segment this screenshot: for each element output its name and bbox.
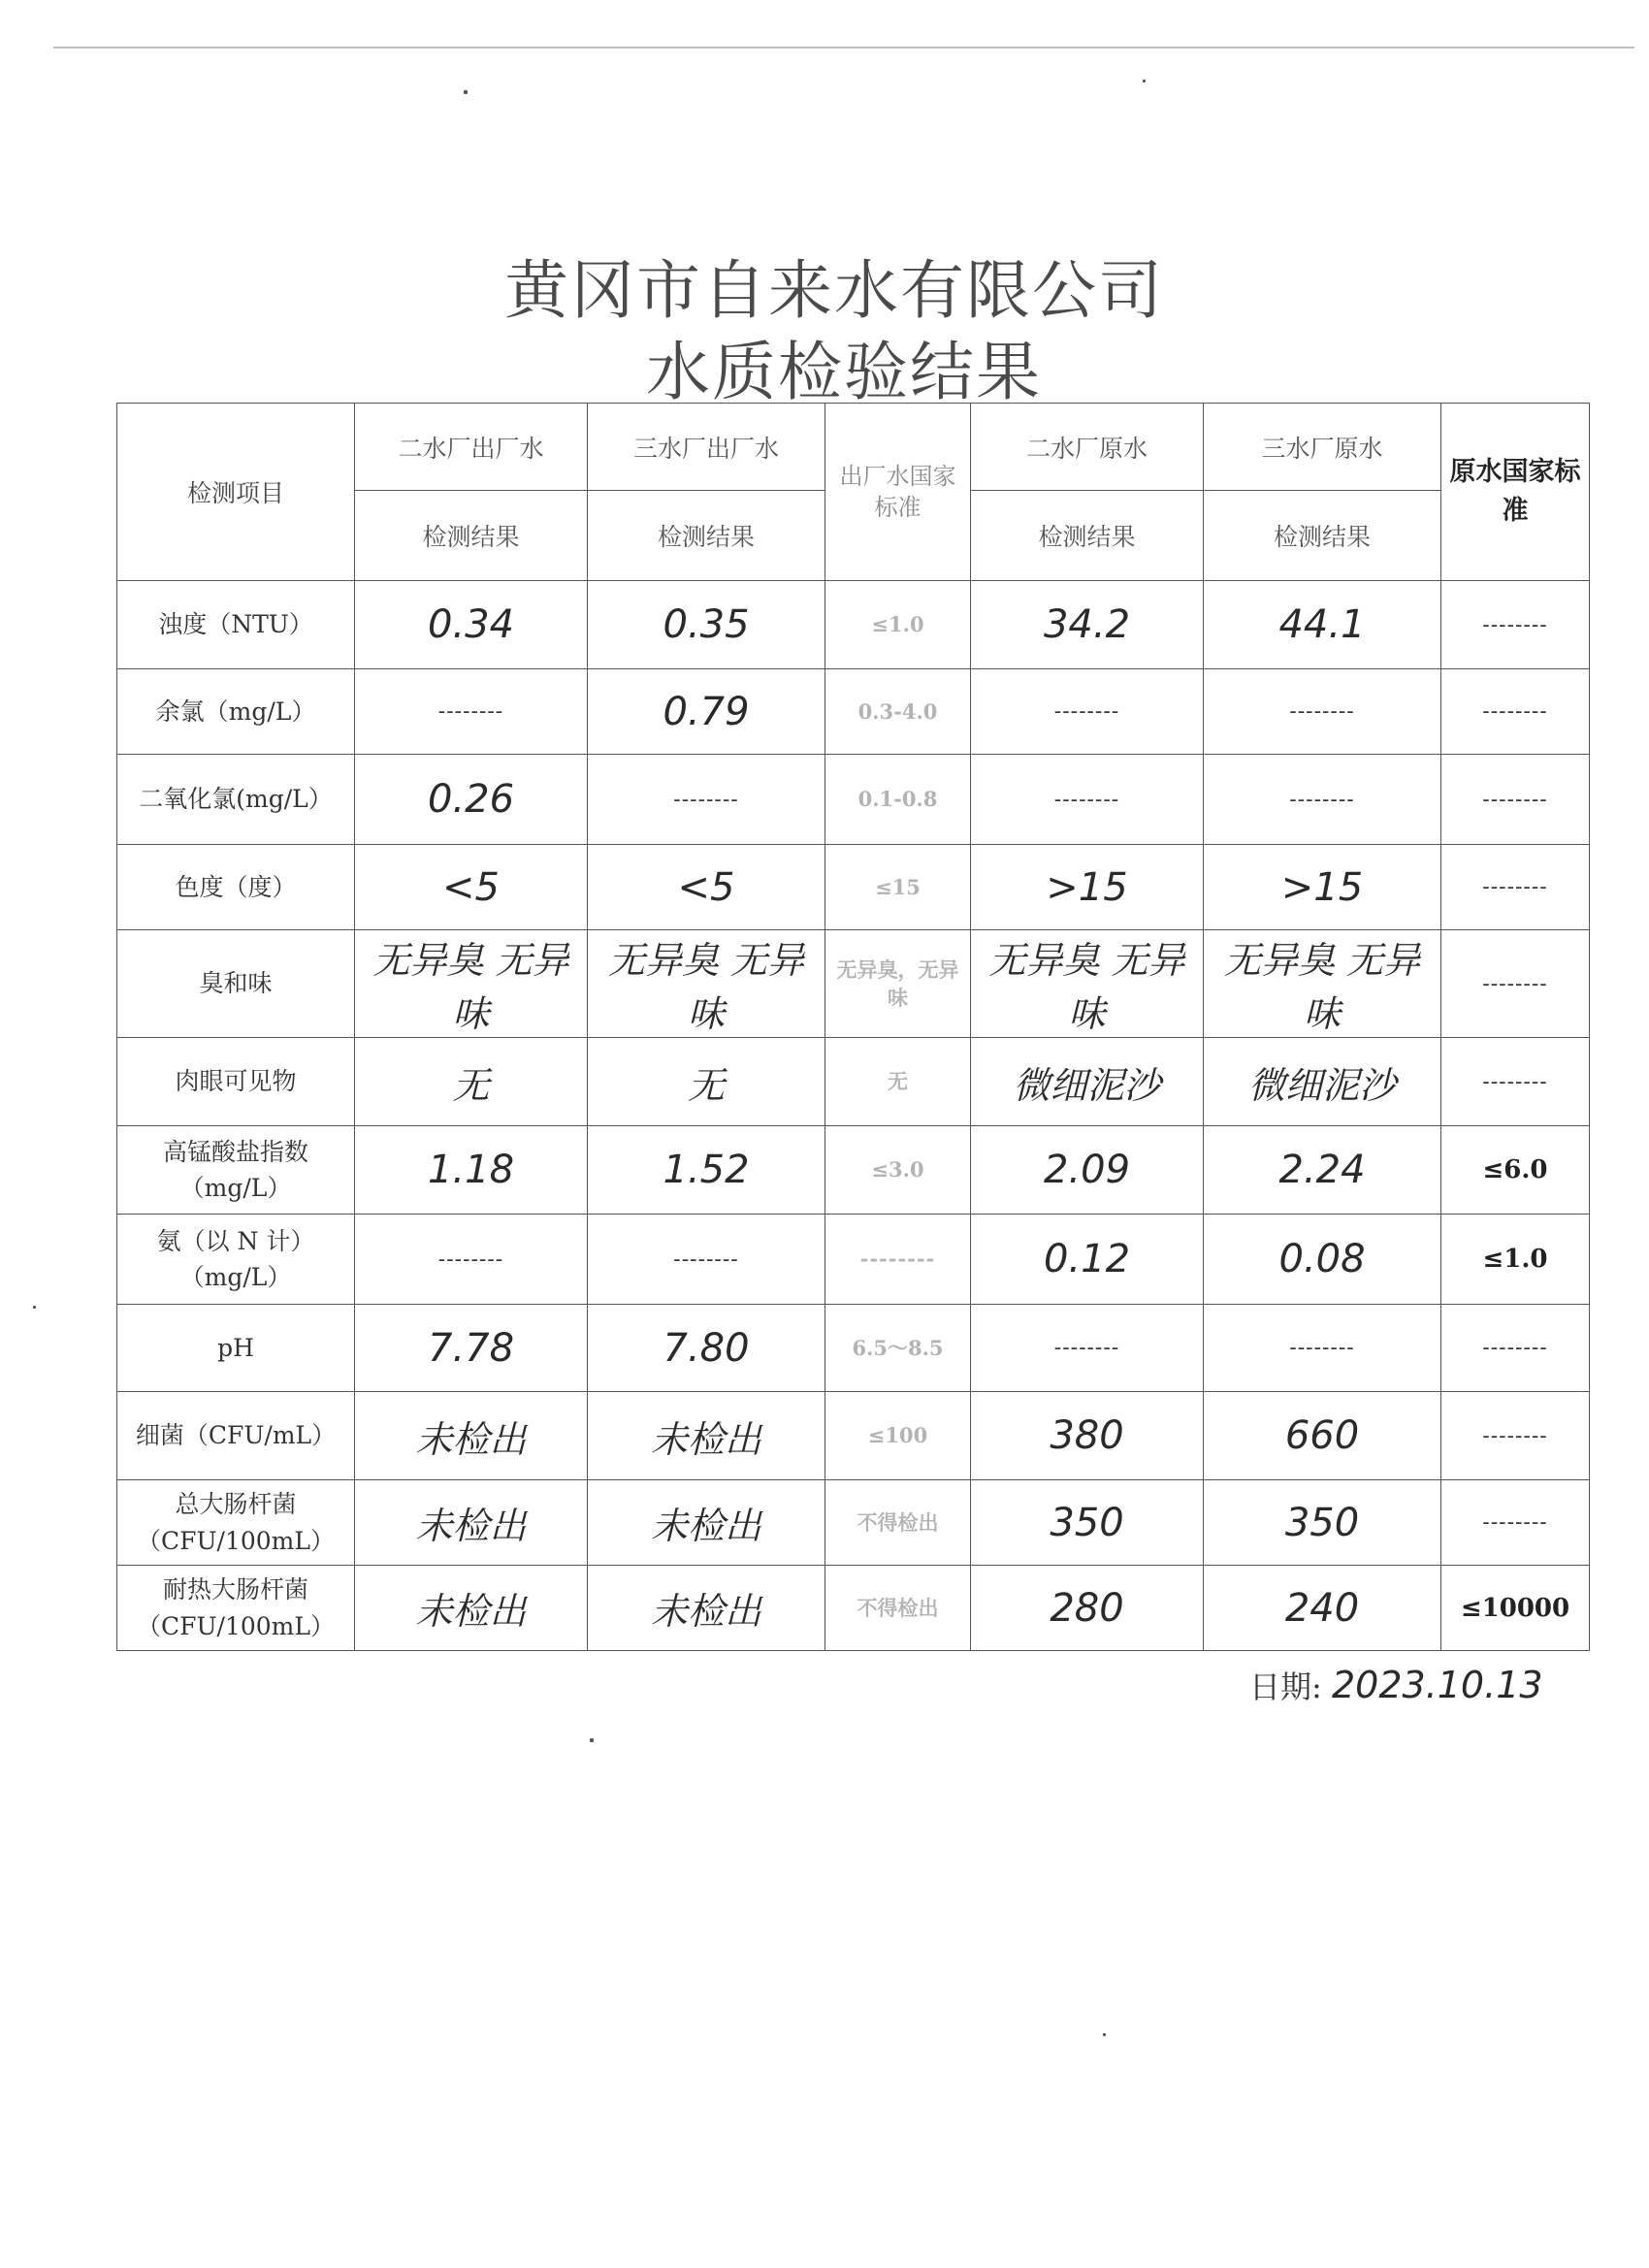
item-name: 细菌（CFU/mL） — [117, 1392, 355, 1480]
top-scan-edge — [53, 47, 1634, 49]
scan-speck — [464, 90, 468, 94]
plant2-raw-value: -------- — [971, 755, 1204, 845]
table-row — [117, 755, 1590, 845]
out-std-value: 不得检出 — [825, 1480, 971, 1566]
header-plant3-out: 三水厂出厂水 — [588, 404, 825, 491]
scan-speck — [33, 1306, 36, 1309]
plant2-raw-value: 350 — [971, 1480, 1204, 1566]
plant3-raw-value: 0.08 — [1204, 1215, 1441, 1305]
table-row — [117, 930, 1590, 1038]
plant2-raw-value: 0.12 — [971, 1215, 1204, 1305]
plant2-out-value: 无 — [355, 1038, 588, 1126]
out-std-value: ≤3.0 — [825, 1126, 971, 1215]
plant3-raw-value: -------- — [1204, 1305, 1441, 1392]
header-plant3-raw: 三水厂原水 — [1204, 404, 1441, 491]
plant2-raw-value: 34.2 — [971, 581, 1204, 669]
out-std-value: 6.5～8.5 — [825, 1305, 971, 1392]
plant2-raw-value: 微细泥沙 — [971, 1038, 1204, 1126]
plant2-raw-value: >15 — [971, 845, 1204, 930]
plant3-out-value: 1.52 — [588, 1126, 825, 1215]
out-std-value: -------- — [825, 1215, 971, 1305]
item-name: 浊度（NTU） — [117, 581, 355, 669]
item-name: pH — [117, 1305, 355, 1392]
table-body — [117, 581, 1590, 1651]
header-out-std: 出厂水国家标准 — [825, 404, 971, 581]
table-row — [117, 1126, 1590, 1215]
plant3-raw-value: 2.24 — [1204, 1126, 1441, 1215]
item-name: 色度（度） — [117, 845, 355, 930]
plant2-out-value: 未检出 — [355, 1480, 588, 1566]
out-std-value: 无异臭，无异味 — [825, 930, 971, 1038]
item-name: 总大肠杆菌（CFU/100mL） — [117, 1480, 355, 1566]
plant2-out-value: -------- — [355, 669, 588, 755]
water-quality-table — [116, 403, 1590, 1651]
plant3-out-value: 0.79 — [588, 669, 825, 755]
plant2-out-value: 无异臭 无异味 — [355, 930, 588, 1038]
header-item: 检测项目 — [117, 404, 355, 581]
header-plant2-out: 二水厂出厂水 — [355, 404, 588, 491]
table-row — [117, 1392, 1590, 1480]
date-value: 2023.10.13 — [1331, 1664, 1543, 1706]
subheader-result: 检测结果 — [355, 491, 588, 581]
plant3-out-value: 0.35 — [588, 581, 825, 669]
item-name: 肉眼可见物 — [117, 1038, 355, 1126]
plant2-out-value: 未检出 — [355, 1566, 588, 1651]
item-name: 臭和味 — [117, 930, 355, 1038]
plant2-out-value: 0.34 — [355, 581, 588, 669]
plant2-raw-value: -------- — [971, 669, 1204, 755]
out-std-value: 0.3-4.0 — [825, 669, 971, 755]
table-row — [117, 581, 1590, 669]
plant3-raw-value: 240 — [1204, 1566, 1441, 1651]
scan-speck — [1103, 2033, 1106, 2036]
plant3-raw-value: 44.1 — [1204, 581, 1441, 669]
plant3-out-value: 无异臭 无异味 — [588, 930, 825, 1038]
plant2-raw-value: 无异臭 无异味 — [971, 930, 1204, 1038]
out-std-value: ≤1.0 — [825, 581, 971, 669]
plant3-out-value: 无 — [588, 1038, 825, 1126]
plant3-raw-value: >15 — [1204, 845, 1441, 930]
subheader-result: 检测结果 — [1204, 491, 1441, 581]
raw-std-value: -------- — [1441, 669, 1590, 755]
plant2-raw-value: 380 — [971, 1392, 1204, 1480]
plant2-out-value: -------- — [355, 1215, 588, 1305]
raw-std-value: -------- — [1441, 930, 1590, 1038]
plant3-out-value: 7.80 — [588, 1305, 825, 1392]
date-line — [1249, 1663, 1543, 1707]
scan-speck — [1143, 80, 1146, 82]
raw-std-value: -------- — [1441, 1480, 1590, 1566]
plant2-out-value: 0.26 — [355, 755, 588, 845]
company-title: 黄冈市自来水有限公司 — [504, 253, 1164, 328]
plant3-raw-value: 350 — [1204, 1480, 1441, 1566]
subheader-result: 检测结果 — [971, 491, 1204, 581]
table-row — [117, 669, 1590, 755]
raw-std-value: -------- — [1441, 845, 1590, 930]
table-row — [117, 1480, 1590, 1566]
plant2-out-value: 1.18 — [355, 1126, 588, 1215]
table-row — [117, 1305, 1590, 1392]
plant2-out-value: 未检出 — [355, 1392, 588, 1480]
table-row — [117, 1566, 1590, 1651]
out-std-value: 不得检出 — [825, 1566, 971, 1651]
plant3-raw-value: -------- — [1204, 755, 1441, 845]
item-name: 二氧化氯(mg/L） — [117, 755, 355, 845]
plant3-out-value: -------- — [588, 755, 825, 845]
item-name: 耐热大肠杆菌（CFU/100mL） — [117, 1566, 355, 1651]
plant3-out-value: 未检出 — [588, 1480, 825, 1566]
raw-std-value: -------- — [1441, 1392, 1590, 1480]
out-std-value: 无 — [825, 1038, 971, 1126]
plant2-out-value: 7.78 — [355, 1305, 588, 1392]
out-std-value: ≤15 — [825, 845, 971, 930]
raw-std-value: ≤10000 — [1441, 1566, 1590, 1651]
table-row — [117, 845, 1590, 930]
plant3-raw-value: 微细泥沙 — [1204, 1038, 1441, 1126]
item-name: 高锰酸盐指数（mg/L） — [117, 1126, 355, 1215]
scan-speck — [590, 1738, 594, 1742]
raw-std-value: ≤6.0 — [1441, 1126, 1590, 1215]
header-plant2-raw: 二水厂原水 — [971, 404, 1204, 491]
raw-std-value: -------- — [1441, 1305, 1590, 1392]
table-row — [117, 1215, 1590, 1305]
subheader-result: 检测结果 — [588, 491, 825, 581]
raw-std-value: -------- — [1441, 581, 1590, 669]
plant2-out-value: <5 — [355, 845, 588, 930]
plant3-raw-value: 无异臭 无异味 — [1204, 930, 1441, 1038]
table-row — [117, 1038, 1590, 1126]
plant3-out-value: 未检出 — [588, 1392, 825, 1480]
raw-std-value: -------- — [1441, 1038, 1590, 1126]
plant2-raw-value: 2.09 — [971, 1126, 1204, 1215]
plant3-raw-value: 660 — [1204, 1392, 1441, 1480]
plant2-raw-value: -------- — [971, 1305, 1204, 1392]
out-std-value: 0.1-0.8 — [825, 755, 971, 845]
plant3-out-value: 未检出 — [588, 1566, 825, 1651]
item-name: 余氯（mg/L） — [117, 669, 355, 755]
plant3-out-value: -------- — [588, 1215, 825, 1305]
out-std-value: ≤100 — [825, 1392, 971, 1480]
document-subtitle: 水质检验结果 — [646, 335, 1042, 409]
plant3-out-value: <5 — [588, 845, 825, 930]
plant2-raw-value: 280 — [971, 1566, 1204, 1651]
date-label: 日期: — [1249, 1669, 1322, 1705]
item-name: 氨（以 N 计）（mg/L） — [117, 1215, 355, 1305]
plant3-raw-value: -------- — [1204, 669, 1441, 755]
raw-std-value: ≤1.0 — [1441, 1215, 1590, 1305]
raw-std-value: -------- — [1441, 755, 1590, 845]
header-raw-std: 原水国家标准 — [1441, 404, 1590, 581]
